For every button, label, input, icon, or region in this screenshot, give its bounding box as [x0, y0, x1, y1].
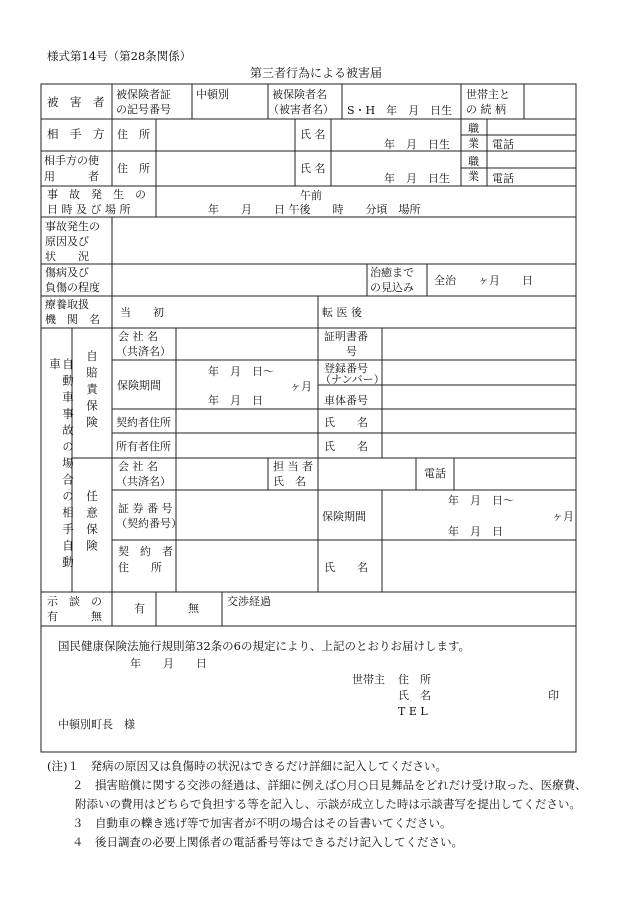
victim-label: 被 害 者	[47, 95, 105, 109]
other-party-job-label-1: 職	[468, 122, 479, 135]
staff-label-2: 氏 名	[273, 475, 306, 488]
note-1: (注)１ 発病の原因又は負傷時の状況はできるだけ詳細に記入してください。	[47, 759, 447, 773]
cure-label-2: の見込み	[370, 281, 414, 294]
employer-job-label-2: 業	[468, 170, 479, 183]
other-party-phone-label: 電話	[492, 138, 514, 151]
contractor-name-label: 氏 名	[324, 416, 368, 429]
cert-number-label-2: 号	[346, 345, 357, 358]
owner-address-label: 所有者住所	[116, 440, 171, 453]
chassis-label: 車体番号	[324, 394, 368, 407]
insured-name-label-1: 被保険者名	[272, 88, 327, 101]
other-party-label: 相 手 方	[47, 127, 105, 141]
medical-initial-label: 当 初	[120, 306, 164, 319]
owner-name-label: 氏 名	[324, 440, 368, 453]
other-party-name-label: 氏 名	[300, 128, 326, 141]
settlement-yes[interactable]: 有	[134, 602, 145, 615]
settlement-label-1: 示 談 の	[47, 595, 102, 608]
comp-period-from[interactable]: 年 月 日～	[208, 365, 274, 378]
insurance-cert-label-1: 被保険者証	[116, 88, 171, 101]
head-tel-label: T E L	[398, 705, 428, 718]
form-title: 第三者行為による被害届	[250, 66, 383, 80]
accident-datetime[interactable]: 年 月 日 午後 時 分頃 場所	[208, 203, 421, 216]
vol-contractor-label-1: 契 約 者	[118, 545, 173, 558]
other-party-dob[interactable]: 年 月 日生	[384, 138, 450, 151]
contractor-address-label: 契約者住所	[116, 416, 171, 429]
cert-number-label-1: 証明書番	[324, 330, 368, 343]
vol-phone-label: 電話	[424, 467, 446, 480]
head-address-label: 住 所	[398, 673, 431, 686]
household-head-label-2: の 続 柄	[466, 103, 506, 116]
registration-label-1: 登録番号	[324, 362, 368, 375]
vol-company-label-1: 会 社 名	[118, 460, 158, 473]
negotiation-progress-label: 交渉経過	[227, 595, 271, 608]
insurance-cert-label-2: の記号番号	[116, 103, 171, 116]
vol-contractor-label-2: 住 所	[118, 561, 162, 574]
comp-period-months: ヶ月	[290, 380, 312, 393]
household-head-label: 世帯主	[352, 673, 385, 686]
settlement-label-2: 有 無	[47, 610, 102, 623]
auto-accident-label: 自動車事故の場合の相手自動車	[48, 358, 75, 573]
accident-label-2: 日 時 及 び 場 所	[47, 203, 131, 216]
policy-label-1: 証 券 番 号	[118, 502, 173, 515]
insured-name-label-2: （被害者名）	[268, 103, 334, 116]
employer-job-label-1: 職	[468, 155, 479, 168]
comp-company-label-1: 会 社 名	[118, 330, 158, 343]
injury-label-2: 負傷の程度	[45, 281, 100, 294]
vol-period-to[interactable]: 年 月 日	[448, 525, 503, 538]
household-head-label-1: 世帯主と	[466, 88, 510, 101]
vol-company-label-2: （共済名）	[116, 475, 171, 488]
registration-label-2: （ナンバー）	[320, 373, 385, 386]
note-2: ２ 損害賠償に関する交渉の経過は、詳細に例えば○月○日見舞品をどれだけ受け取った、医療費、	[72, 778, 587, 792]
employer-name-label: 氏 名	[300, 162, 326, 175]
cure-label-1: 治癒まで	[370, 266, 414, 279]
vol-period-from[interactable]: 年 月 日～	[448, 494, 514, 507]
other-party-job-label-2: 業	[468, 137, 479, 150]
voluntary-insurance-label: 任意保険	[85, 490, 99, 556]
declaration-date[interactable]: 年 月 日	[130, 657, 207, 670]
vol-contractor-name-label: 氏 名	[324, 561, 368, 574]
victim-dob[interactable]: S・H 年 月 日生	[347, 104, 453, 117]
compulsory-insurance-label: 自賠責保険	[85, 350, 99, 433]
staff-label-1: 担 当 者	[273, 460, 313, 473]
comp-period-label: 保険期間	[117, 379, 161, 392]
medical-transfer-label: 転 医 後	[322, 306, 362, 319]
seal-mark: 印	[548, 689, 559, 702]
employer-address-label: 住 所	[117, 162, 150, 175]
note-3: ３ 自動車の轢き逃げ等で加害者が不明の場合はその旨書いてください。	[72, 816, 452, 830]
insurance-cert-value[interactable]: 中頓別	[196, 88, 229, 101]
form-number: 様式第14号（第28条関係）	[47, 49, 192, 63]
employer-phone-label: 電話	[492, 172, 514, 185]
comp-period-to[interactable]: 年 月 日	[208, 394, 263, 407]
employer-label-1: 相手方の使	[44, 154, 99, 167]
cause-label-2: 原因及び	[45, 235, 89, 248]
head-name-label: 氏 名	[398, 689, 431, 702]
accident-label-1: 事 故 発 生 の	[47, 188, 146, 201]
note-2-cont: 附添いの費用はどちらで負担する等を記入し、示談が成立した時は示談書写を提出してください。	[75, 797, 581, 811]
injury-label-1: 傷病及び	[45, 266, 89, 279]
medical-label-1: 療養取扱	[45, 298, 89, 311]
cause-label-3: 状 況	[45, 250, 89, 263]
vol-period-months: ヶ月	[552, 510, 574, 523]
cause-label-1: 事故発生の	[45, 220, 100, 233]
employer-label-2: 用 者	[44, 170, 99, 183]
employer-dob[interactable]: 年 月 日生	[384, 172, 450, 185]
cure-value[interactable]: 全治 ヶ月 日	[434, 274, 533, 287]
declaration-text: 国民健康保険法施行規則第32条の6の規定により、上記のとおりお届けします。	[58, 639, 471, 653]
cause-field[interactable]	[116, 222, 571, 260]
comp-company-label-2: （共済名）	[116, 345, 171, 358]
settlement-no[interactable]: 無	[188, 602, 199, 615]
policy-label-2: （契約番号）	[116, 517, 182, 530]
medical-label-2: 機 関 名	[45, 313, 100, 326]
addressee: 中頓別町長 様	[58, 718, 135, 731]
other-party-address-label: 住 所	[117, 128, 150, 141]
accident-am: 午前	[300, 189, 322, 202]
note-4: ４ 後日調査の必要上関係者の電話番号等はできるだけ記入してください。	[72, 835, 463, 849]
vol-period-label: 保険期間	[322, 510, 366, 523]
